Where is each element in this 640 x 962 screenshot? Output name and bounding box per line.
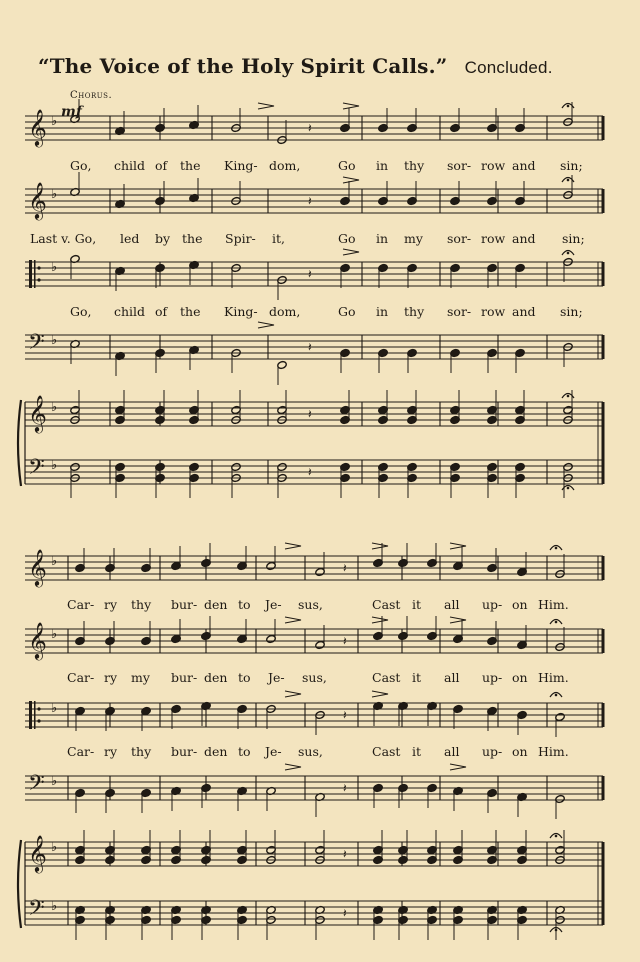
lyric-syllable: in [376, 231, 389, 246]
treble-clef-icon: 𝄞 [28, 548, 47, 586]
lyric-syllable: Car- [67, 597, 95, 612]
clef-icon [37, 707, 40, 710]
lyric-syllable: row [481, 158, 506, 173]
lyric-syllable: in [376, 304, 389, 319]
fermata-icon [567, 179, 570, 182]
lyric-syllable: sor- [447, 231, 472, 246]
lyric-syllable: bur- [171, 744, 198, 759]
fermata-icon [567, 487, 570, 490]
lyric-syllable: my [131, 670, 150, 685]
rest-icon: 𝄽 [308, 407, 312, 421]
rest-icon: 𝄽 [308, 194, 312, 208]
lyric-syllable: the [180, 304, 201, 319]
rest-icon: 𝄽 [343, 906, 347, 920]
lyric-syllable: sor- [447, 304, 472, 319]
lyric-syllable: my [404, 231, 423, 246]
lyric-syllable: in [376, 158, 389, 173]
fermata-icon [555, 547, 558, 550]
rest-icon: 𝄽 [308, 465, 312, 479]
bass-clef-icon: 𝄢 [28, 455, 45, 485]
lyric-syllable: dom, [269, 158, 301, 173]
key-signature-flat-icon: ♭ [51, 701, 58, 716]
title-suffix: Concluded. [464, 58, 553, 77]
lyric-syllable: Go [338, 304, 356, 319]
lyric-syllable: dom, [269, 304, 301, 319]
lyric-syllable: sor- [447, 158, 472, 173]
accent-mark [343, 177, 359, 183]
accent-mark [450, 543, 466, 549]
lyric-line-5 [0, 670, 640, 688]
lyric-syllable: Spir- [225, 231, 256, 246]
section-label: Chorus. [70, 90, 113, 101]
lyric-syllable: ry [104, 670, 118, 685]
lyric-syllable: on [512, 744, 528, 759]
lyric-syllable: Go, [70, 304, 92, 319]
treble-clef-icon: 𝄞 [28, 108, 47, 146]
lyric-syllable: it [412, 670, 422, 685]
treble-clef-icon: 𝄞 [28, 834, 47, 872]
lyric-syllable: King- [224, 304, 258, 319]
lyric-syllable: thy [131, 597, 152, 612]
lyric-syllable: Cast [372, 670, 401, 685]
accent-mark [258, 322, 274, 328]
lyric-syllable: it [412, 597, 422, 612]
accent-mark [450, 764, 466, 770]
treble-clef-icon: 𝄞 [28, 181, 47, 219]
rest-icon: 𝄽 [343, 561, 347, 575]
lyric-syllable: Him. [538, 597, 569, 612]
bass-clef-icon: 𝄢 [28, 330, 45, 360]
lyric-syllable: of [155, 158, 168, 173]
lyric-syllable: thy [131, 744, 152, 759]
rest-icon: 𝄽 [343, 781, 347, 795]
lyric-syllable: the [180, 158, 201, 173]
lyric-syllable: sin; [560, 304, 583, 319]
clef-icon [37, 278, 40, 281]
hymn-title: “The Voice of the Holy Spirit Calls.” [38, 54, 448, 78]
lyric-syllable: child [114, 158, 146, 173]
lyric-syllable: on [512, 597, 528, 612]
accent-mark [343, 103, 359, 109]
accent-mark [285, 764, 301, 770]
clef-icon [34, 260, 36, 288]
lyric-syllable: Je- [265, 744, 282, 759]
lyric-line-4 [0, 597, 640, 615]
lyric-syllable: Go [338, 158, 356, 173]
key-signature-flat-icon: ♭ [51, 627, 58, 642]
lyric-syllable: Last v. Go, [30, 231, 97, 246]
accent-mark [285, 691, 301, 697]
lyric-syllable: sus, [298, 597, 323, 612]
lyric-syllable: Je- [265, 597, 282, 612]
fermata-icon [567, 252, 570, 255]
lyric-syllable: sin; [562, 231, 585, 246]
lyric-syllable: on [512, 670, 528, 685]
key-signature-flat-icon: ♭ [51, 400, 58, 415]
lyric-syllable: it [412, 744, 422, 759]
lyric-syllable: Go [338, 231, 356, 246]
key-signature-flat-icon: ♭ [51, 840, 58, 855]
clef-icon [34, 701, 36, 729]
clef-icon [37, 719, 40, 722]
rest-icon: 𝄽 [308, 267, 312, 281]
lyric-syllable: to [238, 597, 251, 612]
lyric-syllable: up- [482, 744, 503, 759]
lyric-syllable: King- [224, 158, 258, 173]
lyric-syllable: to [238, 670, 251, 685]
page-title [38, 54, 608, 78]
clef-icon [29, 701, 32, 729]
key-signature-flat-icon: ♭ [51, 458, 58, 473]
lyric-syllable: Him. [538, 670, 569, 685]
lyric-syllable: row [481, 231, 506, 246]
lyric-syllable: ry [104, 744, 118, 759]
lyric-syllable: up- [482, 670, 503, 685]
fermata-icon [567, 105, 570, 108]
lyric-line-3 [0, 304, 640, 322]
key-signature-flat-icon: ♭ [51, 333, 58, 348]
lyric-syllable: row [481, 304, 506, 319]
lyric-syllable: den [204, 597, 228, 612]
lyric-syllable: sus, [302, 670, 327, 685]
accent-mark [285, 543, 301, 549]
lyric-syllable: ry [104, 597, 118, 612]
lyric-syllable: of [155, 304, 168, 319]
lyric-line-2 [0, 231, 640, 249]
lyric-syllable: it, [272, 231, 285, 246]
bass-clef-icon: 𝄢 [28, 896, 45, 926]
lyric-syllable: and [512, 158, 536, 173]
key-signature-flat-icon: ♭ [51, 554, 58, 569]
lyric-syllable: den [204, 744, 228, 759]
key-signature-flat-icon: ♭ [51, 114, 58, 129]
lyric-syllable: bur- [171, 670, 198, 685]
lyric-syllable: child [114, 304, 146, 319]
rest-icon: 𝄽 [308, 121, 312, 135]
accent-mark [285, 617, 301, 623]
lyric-syllable: the [182, 231, 203, 246]
lyric-syllable: all [444, 597, 460, 612]
key-signature-flat-icon: ♭ [51, 899, 58, 914]
accent-mark [258, 103, 274, 109]
lyric-syllable: den [204, 670, 228, 685]
lyric-syllable: sin; [560, 158, 583, 173]
lyric-syllable: thy [404, 158, 425, 173]
lyric-syllable: all [444, 670, 460, 685]
accent-mark [343, 249, 359, 255]
key-signature-flat-icon: ♭ [51, 187, 58, 202]
lyric-line-1 [0, 158, 640, 176]
lyric-syllable: Cast [372, 597, 401, 612]
dynamic-marking: mf [61, 104, 82, 120]
lyric-syllable: Car- [67, 744, 95, 759]
lyric-syllable: and [512, 231, 536, 246]
rest-icon: 𝄽 [343, 708, 347, 722]
clef-icon [29, 260, 32, 288]
accent-mark [372, 691, 388, 697]
fermata-icon [567, 395, 570, 398]
lyric-syllable: and [512, 304, 536, 319]
treble-clef-icon: 𝄞 [28, 621, 47, 659]
key-signature-flat-icon: ♭ [51, 260, 58, 275]
lyric-syllable: Je- [268, 670, 285, 685]
lyric-line-6 [0, 744, 640, 762]
bass-clef-icon: 𝄢 [28, 771, 45, 801]
lyric-syllable: up- [482, 597, 503, 612]
lyric-syllable: by [155, 231, 171, 246]
fermata-icon [555, 694, 558, 697]
accent-mark [372, 617, 388, 623]
fermata-icon [555, 621, 558, 624]
clef-icon [37, 266, 40, 269]
rest-icon: 𝄽 [343, 634, 347, 648]
lyric-syllable: to [238, 744, 251, 759]
fermata-icon [555, 835, 558, 838]
accent-mark [450, 617, 466, 623]
lyric-syllable: led [120, 231, 140, 246]
rest-icon: 𝄽 [343, 847, 347, 861]
brace-icon [18, 840, 21, 928]
accent-mark [372, 543, 388, 549]
rest-icon: 𝄽 [308, 340, 312, 354]
lyric-syllable: all [444, 744, 460, 759]
lyric-syllable: thy [404, 304, 425, 319]
lyric-syllable: sus, [298, 744, 323, 759]
brace-icon [18, 400, 21, 486]
lyric-syllable: Cast [372, 744, 401, 759]
lyric-syllable: Go, [70, 158, 92, 173]
fermata-icon [555, 929, 558, 932]
key-signature-flat-icon: ♭ [51, 774, 58, 789]
treble-clef-icon: 𝄞 [28, 394, 47, 432]
lyric-syllable: Him. [538, 744, 569, 759]
lyric-syllable: Car- [67, 670, 95, 685]
lyric-syllable: bur- [171, 597, 198, 612]
